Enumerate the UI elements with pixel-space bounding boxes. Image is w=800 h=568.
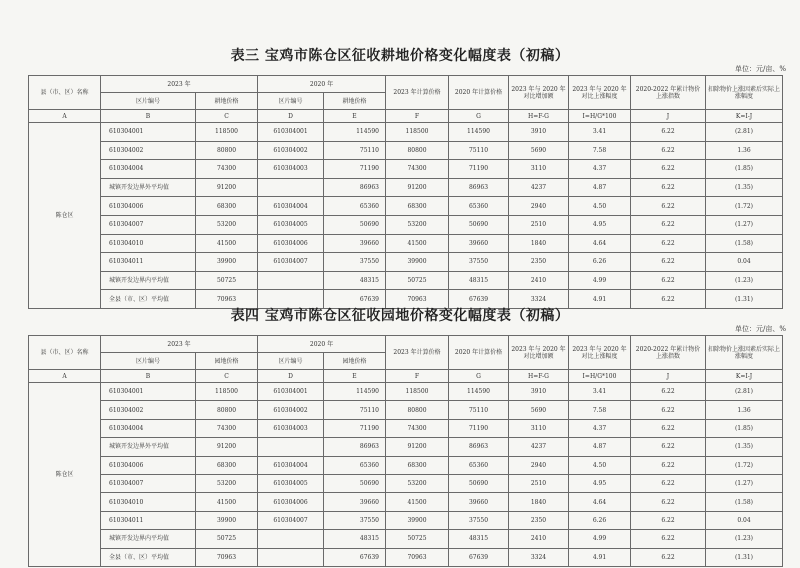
cell-g: 65360 (449, 456, 509, 474)
cell-k: (1.35) (706, 178, 783, 197)
index-cell: E (324, 370, 386, 383)
cell-c: 53200 (196, 215, 258, 234)
cell-k: 0.04 (706, 253, 783, 272)
table3-title: 表三 宝鸡市陈仓区征收耕地价格变化幅度表（初稿） (230, 48, 570, 64)
cell-f: 118500 (386, 383, 449, 401)
cell-d (258, 438, 324, 456)
cell-g: 50690 (449, 215, 509, 234)
cell-b: 全县（市、区）平均值 (101, 548, 196, 566)
cell-b: 610304002 (101, 141, 196, 160)
table-row (29, 383, 783, 401)
header-2023: 2023 年 (101, 76, 258, 93)
index-cell: J (631, 370, 706, 383)
cell-e: 67639 (324, 290, 386, 309)
index-cell: B (101, 370, 196, 383)
cell-i: 7.58 (569, 141, 631, 160)
index-cell: I=H/G*100 (569, 110, 631, 123)
cell-c: 39900 (196, 253, 258, 272)
cell-k: (1.31) (706, 548, 783, 566)
cell-d: 610304007 (258, 253, 324, 272)
cell-i: 4.99 (569, 530, 631, 548)
index-cell: C (196, 110, 258, 123)
cell-d: 610304004 (258, 197, 324, 216)
header-county: 县（市、区）名称 (29, 76, 101, 110)
index-cell: G (449, 370, 509, 383)
cell-i: 4.64 (569, 234, 631, 253)
index-cell: H=F-G (509, 110, 569, 123)
cell-b: 610304011 (101, 511, 196, 529)
cell-d: 610304003 (258, 160, 324, 179)
cell-i: 6.26 (569, 253, 631, 272)
cell-k: (1.27) (706, 474, 783, 492)
cell-g: 50690 (449, 474, 509, 492)
cell-j: 6.22 (631, 271, 706, 290)
cell-d: 610304005 (258, 474, 324, 492)
cell-k: 0.04 (706, 511, 783, 529)
index-cell: I=H/G*100 (569, 370, 631, 383)
cell-j: 6.22 (631, 438, 706, 456)
cell-c: 50725 (196, 271, 258, 290)
cell-k: (1.31) (706, 290, 783, 309)
header-2020: 2020 年 (258, 76, 386, 93)
cell-e: 48315 (324, 271, 386, 290)
cell-c: 91200 (196, 438, 258, 456)
header-zone-code-2020: 区片编号 (258, 93, 324, 110)
cell-h: 2940 (509, 456, 569, 474)
table-row (29, 530, 783, 548)
cell-e: 75110 (324, 401, 386, 419)
cell-h: 2350 (509, 511, 569, 529)
cell-f: 74300 (386, 160, 449, 179)
cell-i: 3.41 (569, 383, 631, 401)
cell-f: 80800 (386, 141, 449, 160)
cell-g: 37550 (449, 253, 509, 272)
cell-c: 74300 (196, 160, 258, 179)
cell-g: 48315 (449, 530, 509, 548)
cell-h: 2410 (509, 530, 569, 548)
cell-h: 3910 (509, 383, 569, 401)
table-row (29, 438, 783, 456)
cell-k: (1.58) (706, 234, 783, 253)
cell-f: 39900 (386, 511, 449, 529)
cell-g: 86963 (449, 178, 509, 197)
cell-i: 4.64 (569, 493, 631, 511)
cell-c: 70963 (196, 548, 258, 566)
cell-h: 1840 (509, 234, 569, 253)
cell-h: 4237 (509, 438, 569, 456)
county-name-cell: 陈仓区 (29, 383, 101, 567)
cell-g: 71190 (449, 419, 509, 437)
cell-e: 65360 (324, 197, 386, 216)
cell-d: 610304001 (258, 123, 324, 142)
table-row (29, 401, 783, 419)
index-cell: B (101, 110, 196, 123)
cell-d: 610304003 (258, 419, 324, 437)
header-cpi: 2020-2022 年累计物价上涨指数 (631, 76, 706, 110)
cell-h: 2410 (509, 271, 569, 290)
cell-i: 4.87 (569, 438, 631, 456)
cell-b: 610304006 (101, 456, 196, 474)
table-row (29, 253, 783, 272)
table-row (29, 419, 783, 437)
cell-h: 5690 (509, 141, 569, 160)
table-row (29, 511, 783, 529)
cell-e: 114590 (324, 383, 386, 401)
table-row (29, 234, 783, 253)
table3 (28, 75, 783, 309)
cell-e: 75110 (324, 141, 386, 160)
cell-i: 4.91 (569, 548, 631, 566)
cell-j: 6.22 (631, 456, 706, 474)
cell-b: 全县（市、区）平均值 (101, 290, 196, 309)
cell-h: 2350 (509, 253, 569, 272)
cell-h: 3110 (509, 160, 569, 179)
cell-f: 91200 (386, 438, 449, 456)
cell-f: 41500 (386, 493, 449, 511)
cell-e: 50690 (324, 215, 386, 234)
index-cell: D (258, 370, 324, 383)
index-cell: K=I-J (706, 370, 783, 383)
cell-j: 6.22 (631, 530, 706, 548)
table-row (29, 456, 783, 474)
cell-b: 610304006 (101, 197, 196, 216)
cell-j: 6.22 (631, 178, 706, 197)
index-cell: H=F-G (509, 370, 569, 383)
cell-j: 6.22 (631, 160, 706, 179)
cell-j: 6.22 (631, 548, 706, 566)
header-calc-2020: 2020 年计算价格 (449, 76, 509, 110)
cell-e: 48315 (324, 530, 386, 548)
table-row (29, 271, 783, 290)
cell-f: 118500 (386, 123, 449, 142)
cell-k: (1.27) (706, 215, 783, 234)
cell-c: 80800 (196, 401, 258, 419)
cell-k: (1.72) (706, 197, 783, 216)
header-price-2023: 耕地价格 (196, 93, 258, 110)
cell-e: 37550 (324, 253, 386, 272)
cell-i: 4.99 (569, 271, 631, 290)
cell-c: 68300 (196, 197, 258, 216)
cell-e: 71190 (324, 160, 386, 179)
cell-j: 6.22 (631, 511, 706, 529)
cell-b: 610304001 (101, 383, 196, 401)
cell-j: 6.22 (631, 234, 706, 253)
header-increase: 2023 年与 2020 年对比增加额 (509, 76, 569, 110)
index-cell: A (29, 370, 101, 383)
cell-c: 74300 (196, 419, 258, 437)
table-row (29, 474, 783, 492)
cell-k: (1.23) (706, 530, 783, 548)
cell-e: 71190 (324, 419, 386, 437)
table-row (29, 123, 783, 142)
cell-f: 53200 (386, 215, 449, 234)
table4 (28, 335, 783, 567)
table3-unit: 单位：元/亩、% (734, 65, 786, 73)
header-rate: 2023 年与 2020 年对比上涨幅度 (569, 336, 631, 370)
table-row (29, 178, 783, 197)
cell-g: 65360 (449, 197, 509, 216)
cell-c: 118500 (196, 123, 258, 142)
cell-c: 68300 (196, 456, 258, 474)
cell-i: 4.91 (569, 290, 631, 309)
header-calc-2023: 2023 年计算价格 (386, 76, 449, 110)
cell-k: 1.36 (706, 141, 783, 160)
cell-e: 65360 (324, 456, 386, 474)
cell-k: (1.85) (706, 160, 783, 179)
cell-d: 610304002 (258, 401, 324, 419)
header-calc-2023: 2023 年计算价格 (386, 336, 449, 370)
cell-b: 城镇开发边界内平均值 (101, 271, 196, 290)
cell-g: 86963 (449, 438, 509, 456)
cell-i: 4.37 (569, 160, 631, 179)
cell-e: 39660 (324, 234, 386, 253)
cell-j: 6.22 (631, 383, 706, 401)
cell-f: 68300 (386, 197, 449, 216)
header-price-2020: 耕地价格 (324, 93, 386, 110)
cell-d: 610304005 (258, 215, 324, 234)
cell-j: 6.22 (631, 474, 706, 492)
cell-e: 37550 (324, 511, 386, 529)
header-price-2020: 园地价格 (324, 353, 386, 370)
index-cell: J (631, 110, 706, 123)
cell-b: 610304010 (101, 234, 196, 253)
cell-e: 86963 (324, 178, 386, 197)
cell-c: 53200 (196, 474, 258, 492)
index-cell: D (258, 110, 324, 123)
table-row (29, 160, 783, 179)
cell-g: 39660 (449, 234, 509, 253)
table-row (29, 215, 783, 234)
cell-f: 53200 (386, 474, 449, 492)
cell-h: 2510 (509, 215, 569, 234)
cell-i: 4.95 (569, 474, 631, 492)
cell-k: (1.23) (706, 271, 783, 290)
header-county: 县（市、区）名称 (29, 336, 101, 370)
cell-d: 610304006 (258, 493, 324, 511)
table4-title: 表四 宝鸡市陈仓区征收园地价格变化幅度表（初稿） (230, 308, 570, 324)
header-increase: 2023 年与 2020 年对比增加额 (509, 336, 569, 370)
cell-b: 610304011 (101, 253, 196, 272)
cell-g: 75110 (449, 401, 509, 419)
cell-b: 610304004 (101, 419, 196, 437)
header-net: 扣除物价上涨因素后实际上涨幅度 (706, 76, 783, 110)
cell-d (258, 530, 324, 548)
header-2023: 2023 年 (101, 336, 258, 353)
county-name-cell: 陈仓区 (29, 123, 101, 309)
cell-g: 67639 (449, 548, 509, 566)
cell-d (258, 271, 324, 290)
cell-e: 86963 (324, 438, 386, 456)
cell-k: (1.58) (706, 493, 783, 511)
cell-i: 6.26 (569, 511, 631, 529)
header-zone-code-2023: 区片编号 (101, 353, 196, 370)
cell-i: 4.95 (569, 215, 631, 234)
cell-c: 70963 (196, 290, 258, 309)
cell-b: 610304007 (101, 474, 196, 492)
table-row (29, 548, 783, 566)
table-row (29, 197, 783, 216)
cell-k: (1.72) (706, 456, 783, 474)
cell-f: 50725 (386, 530, 449, 548)
cell-b: 城镇开发边界外平均值 (101, 178, 196, 197)
cell-i: 3.41 (569, 123, 631, 142)
cell-b: 城镇开发边界外平均值 (101, 438, 196, 456)
cell-i: 7.58 (569, 401, 631, 419)
cell-f: 70963 (386, 548, 449, 566)
cell-b: 610304001 (101, 123, 196, 142)
cell-e: 114590 (324, 123, 386, 142)
header-rate: 2023 年与 2020 年对比上涨幅度 (569, 76, 631, 110)
cell-b: 610304002 (101, 401, 196, 419)
cell-c: 91200 (196, 178, 258, 197)
cell-h: 4237 (509, 178, 569, 197)
cell-k: (1.85) (706, 419, 783, 437)
cell-c: 50725 (196, 530, 258, 548)
cell-k: 1.36 (706, 401, 783, 419)
index-cell: K=I-J (706, 110, 783, 123)
cell-k: (2.81) (706, 123, 783, 142)
cell-g: 71190 (449, 160, 509, 179)
table4-unit: 单位：元/亩、% (734, 325, 786, 333)
header-cpi: 2020-2022 年累计物价上涨指数 (631, 336, 706, 370)
cell-j: 6.22 (631, 253, 706, 272)
cell-j: 6.22 (631, 141, 706, 160)
cell-h: 3910 (509, 123, 569, 142)
cell-c: 39900 (196, 511, 258, 529)
cell-h: 2940 (509, 197, 569, 216)
header-calc-2020: 2020 年计算价格 (449, 336, 509, 370)
cell-b: 610304004 (101, 160, 196, 179)
cell-h: 2510 (509, 474, 569, 492)
cell-d: 610304004 (258, 456, 324, 474)
cell-i: 4.50 (569, 456, 631, 474)
index-cell: E (324, 110, 386, 123)
table-row (29, 141, 783, 160)
cell-f: 80800 (386, 401, 449, 419)
table-row (29, 493, 783, 511)
cell-b: 610304007 (101, 215, 196, 234)
cell-i: 4.37 (569, 419, 631, 437)
cell-h: 3324 (509, 548, 569, 566)
cell-c: 41500 (196, 234, 258, 253)
cell-g: 37550 (449, 511, 509, 529)
cell-h: 3324 (509, 290, 569, 309)
cell-h: 5690 (509, 401, 569, 419)
header-2020: 2020 年 (258, 336, 386, 353)
cell-g: 48315 (449, 271, 509, 290)
cell-j: 6.22 (631, 123, 706, 142)
cell-d: 610304002 (258, 141, 324, 160)
cell-j: 6.22 (631, 197, 706, 216)
cell-c: 41500 (196, 493, 258, 511)
cell-f: 91200 (386, 178, 449, 197)
cell-c: 118500 (196, 383, 258, 401)
cell-k: (1.35) (706, 438, 783, 456)
header-zone-code-2023: 区片编号 (101, 93, 196, 110)
cell-b: 610304010 (101, 493, 196, 511)
header-price-2023: 园地价格 (196, 353, 258, 370)
cell-f: 50725 (386, 271, 449, 290)
cell-g: 67639 (449, 290, 509, 309)
cell-j: 6.22 (631, 290, 706, 309)
header-zone-code-2020: 区片编号 (258, 353, 324, 370)
cell-e: 39660 (324, 493, 386, 511)
cell-f: 41500 (386, 234, 449, 253)
cell-f: 74300 (386, 419, 449, 437)
cell-g: 75110 (449, 141, 509, 160)
cell-h: 3110 (509, 419, 569, 437)
index-cell: F (386, 110, 449, 123)
cell-g: 114590 (449, 123, 509, 142)
cell-j: 6.22 (631, 215, 706, 234)
cell-i: 4.50 (569, 197, 631, 216)
cell-i: 4.87 (569, 178, 631, 197)
cell-f: 68300 (386, 456, 449, 474)
cell-d: 610304007 (258, 511, 324, 529)
index-cell: F (386, 370, 449, 383)
header-net: 扣除物价上涨因素后实际上涨幅度 (706, 336, 783, 370)
cell-d (258, 178, 324, 197)
cell-j: 6.22 (631, 401, 706, 419)
cell-h: 1840 (509, 493, 569, 511)
cell-g: 39660 (449, 493, 509, 511)
cell-d (258, 548, 324, 566)
cell-k: (2.81) (706, 383, 783, 401)
cell-g: 114590 (449, 383, 509, 401)
cell-f: 39900 (386, 253, 449, 272)
cell-d: 610304001 (258, 383, 324, 401)
index-cell: A (29, 110, 101, 123)
index-cell: G (449, 110, 509, 123)
cell-j: 6.22 (631, 493, 706, 511)
cell-b: 城镇开发边界内平均值 (101, 530, 196, 548)
cell-d: 610304006 (258, 234, 324, 253)
index-cell: C (196, 370, 258, 383)
cell-f: 70963 (386, 290, 449, 309)
cell-e: 67639 (324, 548, 386, 566)
cell-c: 80800 (196, 141, 258, 160)
cell-j: 6.22 (631, 419, 706, 437)
cell-e: 50690 (324, 474, 386, 492)
